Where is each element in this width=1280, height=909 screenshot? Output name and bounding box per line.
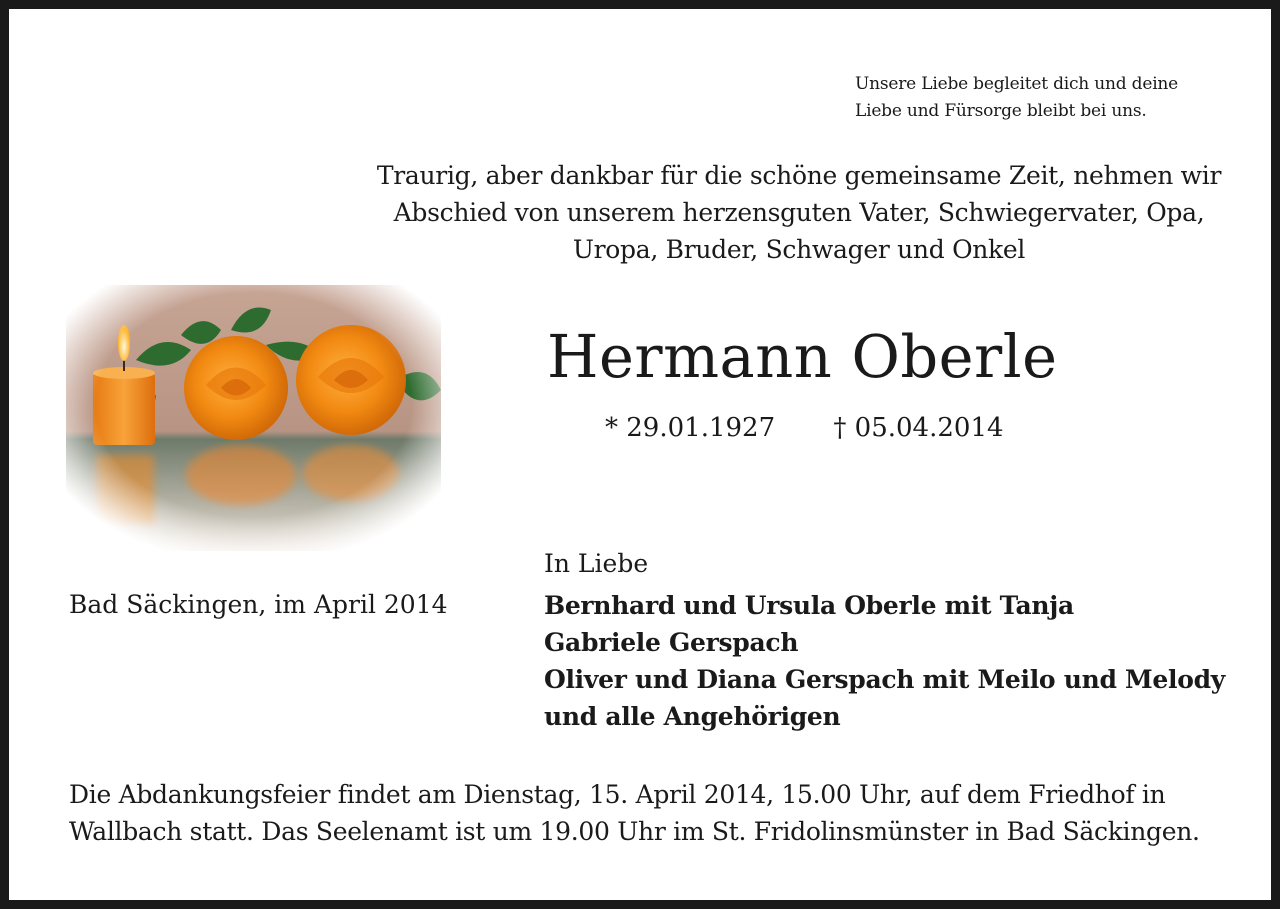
death-date: † 05.04.2014 xyxy=(833,413,1004,443)
life-dates xyxy=(605,411,1065,445)
birth-date: * 29.01.1927 xyxy=(605,413,776,443)
service-line: Die Abdankungsfeier findet am Dienstag, 15. April 2014, 15.00 Uhr, auf dem Friedhof in xyxy=(69,780,1166,809)
mourner-line: Gabriele Gerspach xyxy=(544,628,799,657)
motto xyxy=(855,71,1255,125)
motto-line: Unsere Liebe begleitet dich und deine xyxy=(855,74,1179,94)
in-love-label: In Liebe xyxy=(544,549,649,578)
service-info xyxy=(69,776,1249,850)
intro-line: Uropa, Bruder, Schwager und Onkel xyxy=(572,235,1026,264)
motto-line: Liebe und Fürsorge bleibt bei uns. xyxy=(855,101,1147,121)
intro-line: Abschied von unserem herzensguten Vater, Schwiegervater, Opa, xyxy=(393,198,1205,227)
intro-text xyxy=(339,157,1259,268)
intro-line: Traurig, aber dankbar für die schöne gemeinsame Zeit, nehmen wir xyxy=(376,161,1222,190)
candle-and-roses-image xyxy=(66,285,441,551)
service-line: Wallbach statt. Das Seelenamt ist um 19.00 Uhr im St. Fridolinsmünster in Bad Säckingen. xyxy=(69,817,1200,846)
mourner-line: und alle Angehörigen xyxy=(544,702,841,731)
place-and-date: Bad Säckingen, im April 2014 xyxy=(69,590,448,619)
mourners-list xyxy=(544,587,1264,735)
deceased-name: Hermann Oberle xyxy=(547,322,1058,391)
mourner-line: Oliver und Diana Gerspach mit Meilo und Melody xyxy=(544,665,1226,694)
mourner-line: Bernhard und Ursula Oberle mit Tanja xyxy=(544,591,1074,620)
